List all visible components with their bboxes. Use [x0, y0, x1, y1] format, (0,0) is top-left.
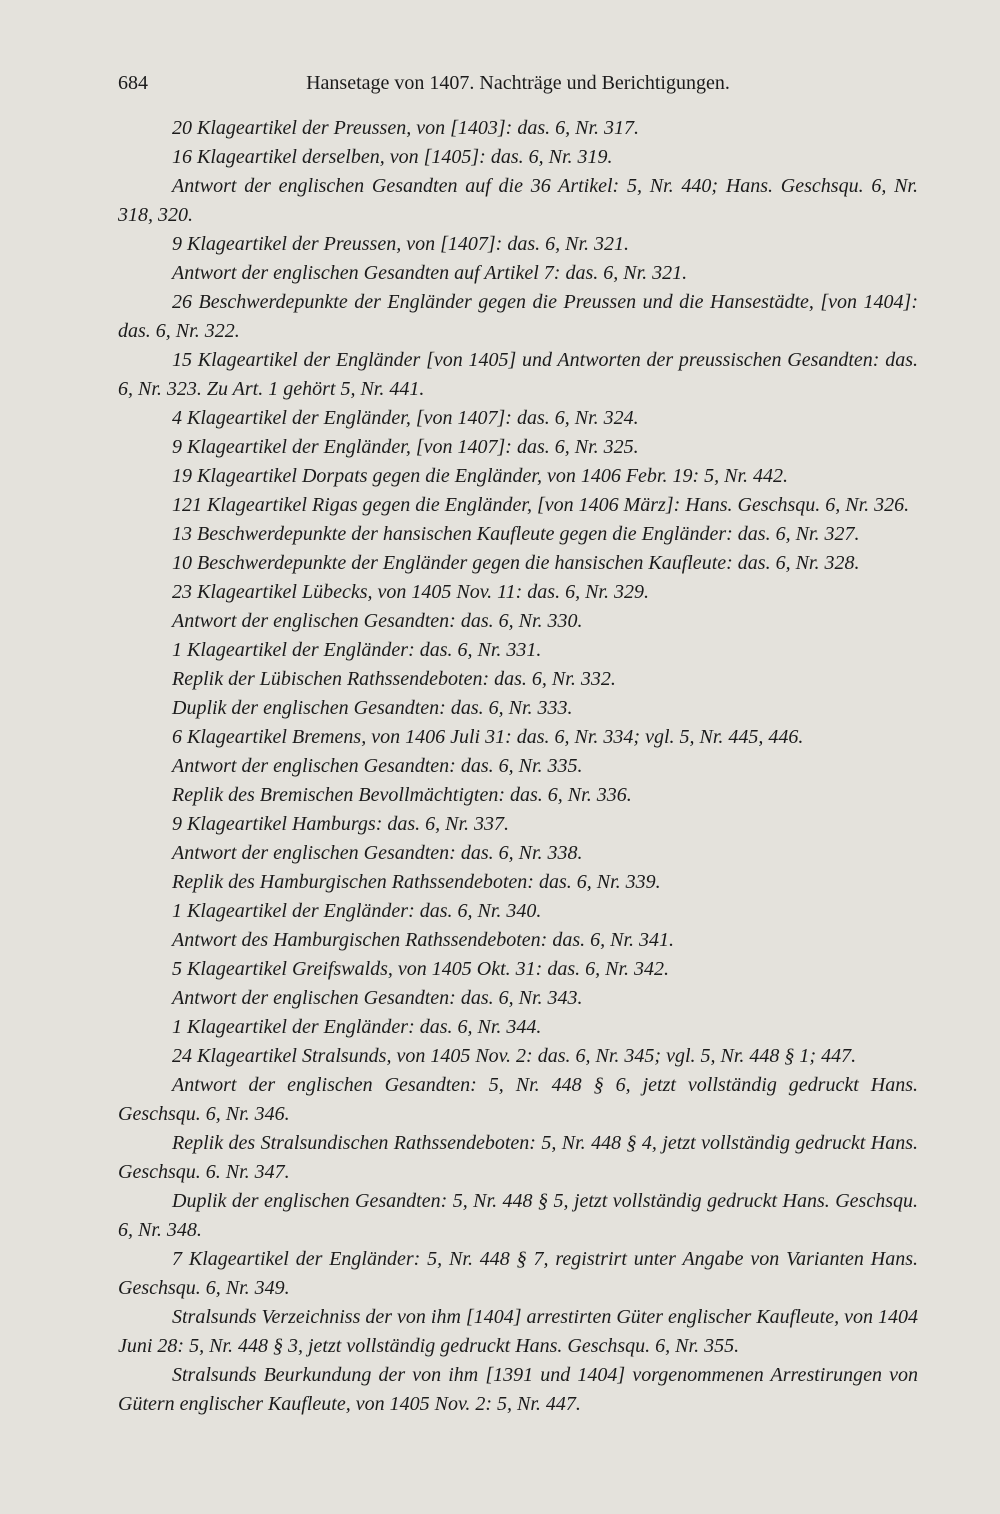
entry: Stralsunds Beurkundung der von ihm [1391 und 1404] vorgenommenen Arrestirungen von Gütern englischer Kaufleute, von 1405 Nov. 2: 5, Nr. 447. [118, 1364, 918, 1415]
entry: 15 Klageartikel der Engländer [von 1405] und Antworten der preussischen Gesandten: das. 6, Nr. 323. Zu Art. 1 gehört 5, Nr. 441. [118, 349, 918, 400]
running-title: Hansetage von 1407. Nachträge und Berichtigungen. [306, 72, 730, 94]
entry: Antwort der englischen Gesandten auf Artikel 7: das. 6, Nr. 321. [172, 262, 688, 284]
entry: 20 Klageartikel der Preussen, von [1403]: das. 6, Nr. 317. [172, 117, 640, 139]
entry: 121 Klageartikel Rigas gegen die Engländer, [von 1406 März]: Hans. Geschsqu. 6, Nr. 326. [172, 494, 910, 516]
entry: 4 Klageartikel der Engländer, [von 1407]: das. 6, Nr. 324. [172, 407, 639, 429]
entry: Antwort der englischen Gesandten: 5, Nr. 448 § 6, jetzt vollständig gedruckt Hans. Geschsqu. 6, Nr. 346. [118, 1074, 918, 1125]
entry: Antwort der englischen Gesandten: das. 6, Nr. 335. [172, 755, 583, 777]
entry: 6 Klageartikel Bremens, von 1406 Juli 31: das. 6, Nr. 334; vgl. 5, Nr. 445, 446. [172, 726, 804, 748]
entry: 1 Klageartikel der Engländer: das. 6, Nr. 340. [172, 900, 542, 922]
entry: 9 Klageartikel Hamburgs: das. 6, Nr. 337. [172, 813, 510, 835]
entry: 13 Beschwerdepunkte der hansischen Kaufleute gegen die Engländer: das. 6, Nr. 327. [172, 523, 860, 545]
entry: Antwort der englischen Gesandten: das. 6, Nr. 338. [172, 842, 583, 864]
entry-list [118, 114, 918, 1419]
entry: 9 Klageartikel der Preussen, von [1407]: das. 6, Nr. 321. [172, 233, 630, 255]
entry: 10 Beschwerdepunkte der Engländer gegen die hansischen Kaufleute: das. 6, Nr. 328. [172, 552, 860, 574]
entry: 16 Klageartikel derselben, von [1405]: das. 6, Nr. 319. [172, 146, 613, 168]
entry: Replik des Bremischen Bevollmächtigten: das. 6, Nr. 336. [172, 784, 632, 806]
entry: 24 Klageartikel Stralsunds, von 1405 Nov. 2: das. 6, Nr. 345; vgl. 5, Nr. 448 § 1; 447. [172, 1045, 857, 1067]
entry: 26 Beschwerdepunkte der Engländer gegen die Preussen und die Hansestädte, [von 1404]: das. 6, Nr. 322. [118, 291, 918, 342]
entry: Antwort des Hamburgischen Rathssendeboten: das. 6, Nr. 341. [172, 929, 675, 951]
entry: 19 Klageartikel Dorpats gegen die Engländer, von 1406 Febr. 19: 5, Nr. 442. [172, 465, 789, 487]
entry: Stralsunds Verzeichniss der von ihm [1404] arrestirten Güter englischer Kaufleute, von 1404 Juni 28: 5, Nr. 448 § 3, jetzt vollständig gedruckt Hans. Geschsqu. 6, Nr. 355. [118, 1306, 918, 1357]
entry: 1 Klageartikel der Engländer: das. 6, Nr. 331. [172, 639, 542, 661]
entry: Replik der Lübischen Rathssendeboten: das. 6, Nr. 332. [172, 668, 616, 690]
entry: Duplik der englischen Gesandten: 5, Nr. 448 § 5, jetzt vollständig gedruckt Hans. Geschsqu. 6, Nr. 348. [118, 1190, 918, 1241]
entry: 5 Klageartikel Greifswalds, von 1405 Okt. 31: das. 6, Nr. 342. [172, 958, 670, 980]
entry: Antwort der englischen Gesandten auf die 36 Artikel: 5, Nr. 440; Hans. Geschsqu. 6, Nr. 318, 320. [118, 175, 918, 226]
entry: Duplik der englischen Gesandten: das. 6, Nr. 333. [172, 697, 573, 719]
entry: 23 Klageartikel Lübecks, von 1405 Nov. 11: das. 6, Nr. 329. [172, 581, 649, 603]
entry: Antwort der englischen Gesandten: das. 6, Nr. 330. [172, 610, 583, 632]
entry: Replik des Hamburgischen Rathssendeboten: das. 6, Nr. 339. [172, 871, 661, 893]
entry: 1 Klageartikel der Engländer: das. 6, Nr. 344. [172, 1016, 542, 1038]
entry: Replik des Stralsundischen Rathssendeboten: 5, Nr. 448 § 4, jetzt vollständig gedruckt Hans. Geschsqu. 6. Nr. 347. [118, 1132, 918, 1183]
entry: 9 Klageartikel der Engländer, [von 1407]: das. 6, Nr. 325. [172, 436, 639, 458]
page-header [118, 72, 918, 102]
entry: Antwort der englischen Gesandten: das. 6, Nr. 343. [172, 987, 583, 1009]
entry: 7 Klageartikel der Engländer: 5, Nr. 448 § 7, registrirt unter Angabe von Varianten Hans. Geschsqu. 6, Nr. 349. [118, 1248, 918, 1299]
page-number: 684 [118, 72, 148, 94]
